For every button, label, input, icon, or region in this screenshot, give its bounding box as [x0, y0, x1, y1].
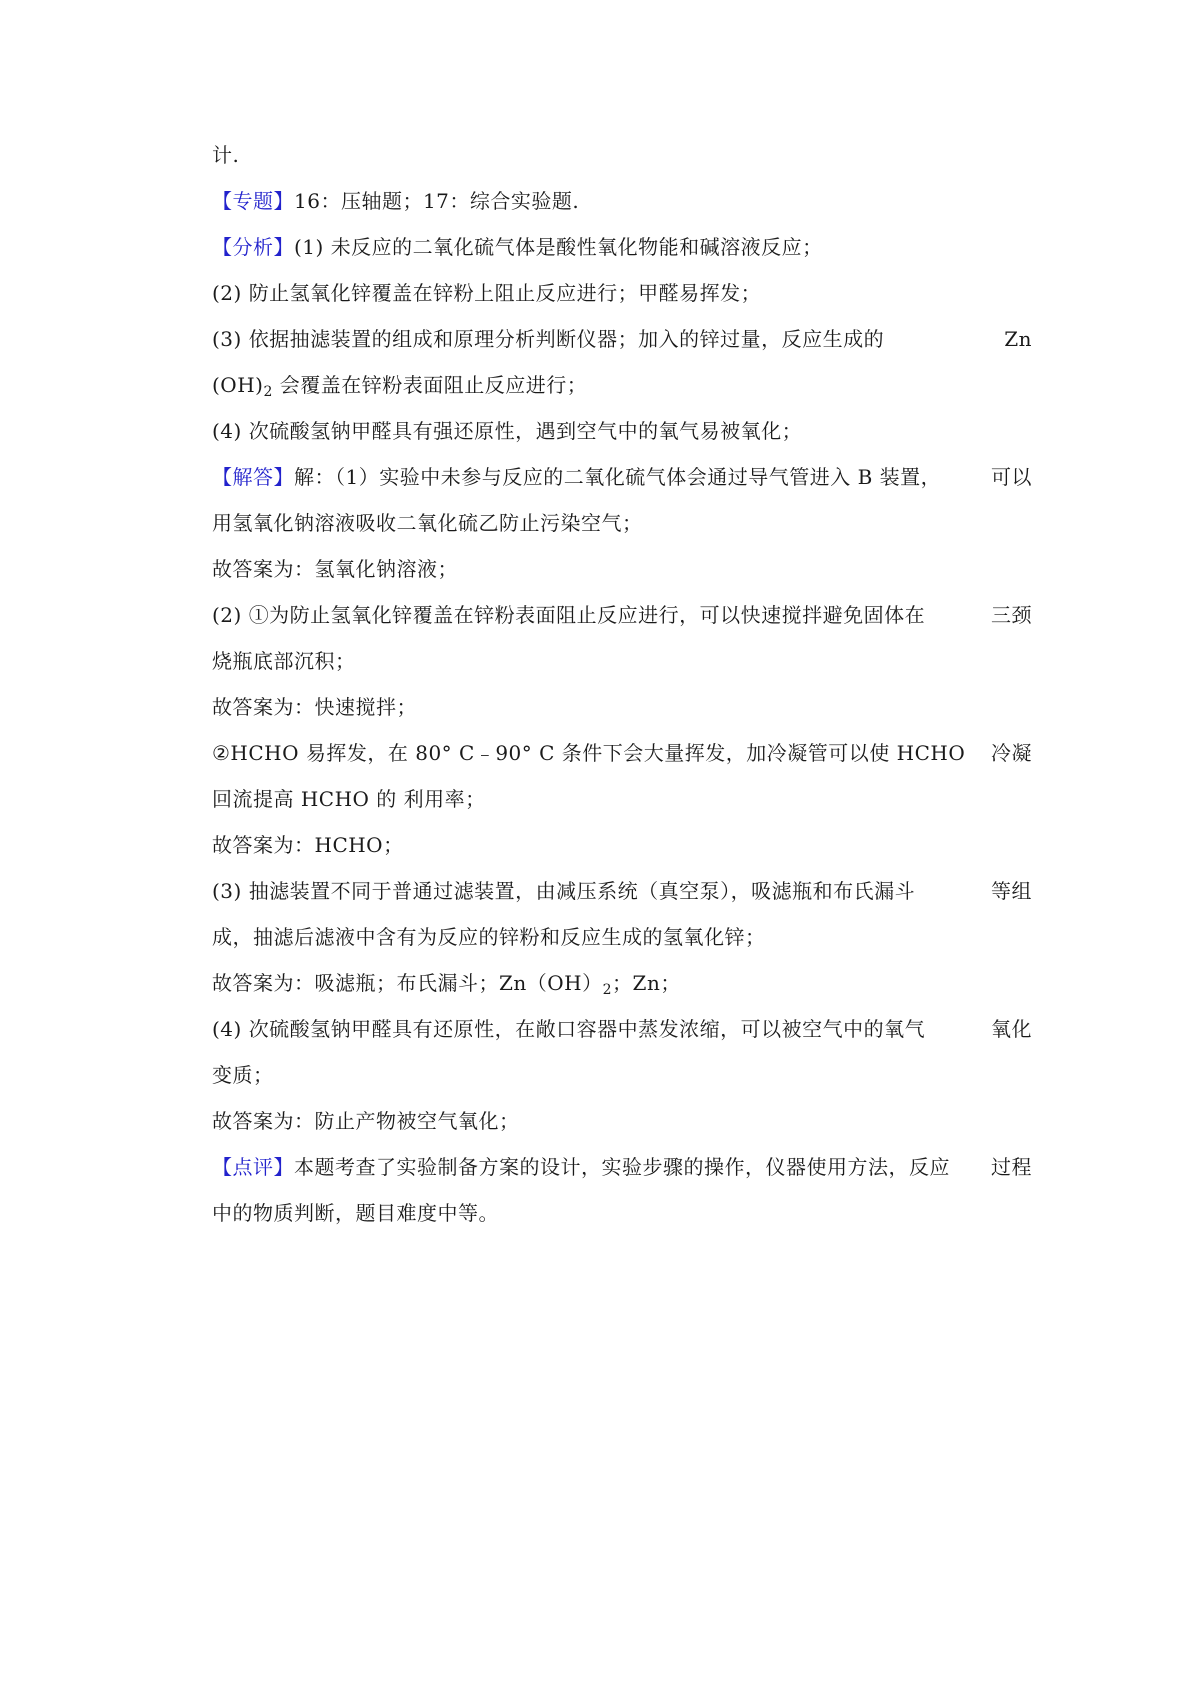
answer-tag: 【解答】 [212, 465, 294, 489]
text-span: 等组 [991, 879, 1032, 903]
text-line [212, 876, 1032, 906]
text-span: ②HCHO 易挥发，在 80° C﹣90° C 条件下会大量挥发，加冷凝管可以使 HCHO [212, 741, 966, 765]
text-span: 变质； [212, 1063, 274, 1087]
text-span: Zn [1004, 327, 1032, 351]
analysis-text: (1) 未反应的二氧化硫气体是酸性氧化物能和碱溶液反应； [294, 235, 823, 259]
text-span: (2) ①为防止氢氧化锌覆盖在锌粉表面阻止反应进行，可以快速搅拌避免固体在 [212, 603, 926, 627]
text-span: 氧化 [991, 1017, 1032, 1041]
topic-tag: 【专题】 [212, 189, 294, 213]
text-span: 三颈 [991, 603, 1032, 627]
topic-line [212, 186, 1032, 216]
comment-tag: 【点评】 [212, 1155, 294, 1179]
text-span: (OH) [212, 373, 264, 397]
text-line [212, 784, 1032, 814]
text-span: 计. [212, 143, 240, 167]
text-line [212, 1106, 1032, 1136]
text-line [212, 1014, 1032, 1044]
answer-text: 解：（1）实验中未参与反应的二氧化硫气体会通过导气管进入 B 装置， [294, 465, 942, 489]
text-span: 故答案为：吸滤瓶；布氏漏斗；Zn（OH） [212, 971, 603, 995]
text-span: 故答案为：快速搅拌； [212, 695, 417, 719]
text-line [212, 1060, 1032, 1090]
text-span: (3) 依据抽滤装置的组成和原理分析判断仪器；加入的锌过量，反应生成的 [212, 327, 885, 351]
text-line [212, 508, 1032, 538]
text-span: 过程 [991, 1155, 1032, 1179]
text-line [212, 738, 1032, 768]
text-span: 故答案为：氢氧化钠溶液； [212, 557, 458, 581]
analysis-line [212, 232, 1032, 262]
text-span: 烧瓶底部沉积； [212, 649, 356, 673]
subscript: 2 [263, 384, 273, 400]
text-span: 用氢氧化钠溶液吸收二氧化硫乙防止污染空气； [212, 511, 643, 535]
text-span: (4) 次硫酸氢钠甲醛具有强还原性，遇到空气中的氧气易被氧化； [212, 419, 803, 443]
text-line [212, 692, 1032, 722]
text-line [212, 646, 1032, 676]
text-span: 可以 [991, 465, 1032, 489]
text-span: ；Zn； [612, 971, 681, 995]
text-line [212, 600, 1032, 630]
text-line [212, 278, 1032, 308]
analysis-tag: 【分析】 [212, 235, 294, 259]
text-span: 中的物质判断，题目难度中等。 [212, 1201, 499, 1225]
comment-text: 本题考查了实验制备方案的设计，实验步骤的操作，仪器使用方法，反应 [294, 1155, 950, 1179]
text-span: (2) 防止氢氧化锌覆盖在锌粉上阻止反应进行；甲醛易挥发； [212, 281, 762, 305]
text-line [212, 370, 1032, 400]
text-span: (3) 抽滤装置不同于普通过滤装置，由减压系统（真空泵），吸滤瓶和布氏漏斗 [212, 879, 916, 903]
text-line [212, 968, 1032, 998]
text-line [212, 830, 1032, 860]
answer-line [212, 462, 1032, 492]
text-line [212, 554, 1032, 584]
text-line [212, 324, 1032, 354]
text-line [212, 140, 1032, 170]
text-span: 故答案为：HCHO； [212, 833, 404, 857]
text-span: (4) 次硫酸氢钠甲醛具有还原性，在敞口容器中蒸发浓缩，可以被空气中的氧气 [212, 1017, 926, 1041]
text-line [212, 416, 1032, 446]
subscript: 2 [602, 982, 613, 998]
text-line [212, 922, 1032, 952]
text-span: 冷凝 [991, 741, 1032, 765]
text-line [212, 1198, 1032, 1228]
text-span: 故答案为：防止产物被空气氧化； [212, 1109, 520, 1133]
topic-text: 16：压轴题；17：综合实验题. [294, 189, 580, 213]
text-span: 会覆盖在锌粉表面阻止反应进行； [272, 373, 588, 397]
comment-line [212, 1152, 1032, 1182]
text-span: 回流提高 HCHO 的 利用率； [212, 787, 486, 811]
text-span: 成，抽滤后滤液中含有为反应的锌粉和反应生成的氢氧化锌； [212, 925, 766, 949]
